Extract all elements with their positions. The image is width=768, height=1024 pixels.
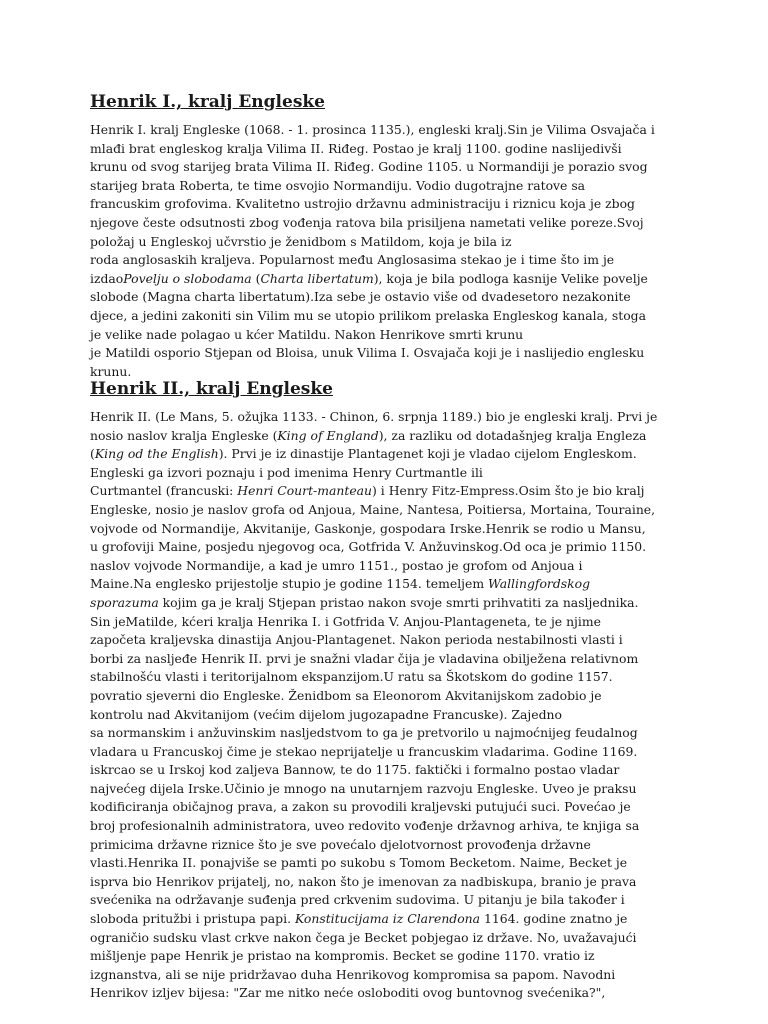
text-run: starijeg brata Roberta, te time osvojio Normandiju. Vodio dugotrajne ratove sa [90, 177, 586, 193]
text-run: borbi za nasljeđe Henrik II. prvi je snažni vladar čija je vladavina obilježena relativnom [90, 650, 639, 666]
text-run: je velike nade polagao u kćer Matildu. Nakon Henrikove smrti krunu [90, 326, 524, 342]
text-run: kontrolu nad Akvitanijom (većim dijelom jugozapadne Francuske). Zajedno [90, 706, 562, 722]
text-run: Curtmantel (francuski: [90, 483, 238, 499]
text-run: sloboda pritužbi i pristupa papi. [90, 911, 295, 927]
text-line [90, 631, 680, 650]
text-run: svećenika na održavanje suđenja pred crkvenim sudovima. U pitanju je bila također i [90, 892, 625, 908]
italic-text: Wallingfordskog [488, 576, 591, 592]
text-line [90, 947, 680, 966]
text-line [90, 706, 680, 725]
text-run: položaj u Engleskoj učvrstio je ženidbom s Matildom, koja je bila iz [90, 233, 512, 249]
text-line [90, 121, 680, 140]
text-line [90, 836, 680, 855]
text-run: Engleski ga izvori poznaju i pod imenima Henry Curtmantle ili [90, 464, 483, 480]
text-run: Maine.Na englesko prijestolje stupio je godine 1154. temeljem [90, 576, 489, 592]
text-line [90, 910, 680, 929]
text-line [90, 873, 680, 892]
text-line [90, 251, 680, 270]
text-line [90, 195, 680, 214]
text-run: ) i Henry Fitz-Empress.Osim što je bio kralj [372, 483, 645, 499]
text-run: krunu. [90, 363, 132, 379]
italic-text: King od the English [94, 446, 219, 462]
text-run: 1164. godine znatno je [480, 911, 628, 927]
text-run: Henrik II. (Le Mans, 5. ožujka 1133. - Chinon, 6. srpnja 1189.) bio je engleski kralj. Prvi je [90, 409, 658, 424]
text-run: ( [90, 446, 95, 462]
section-body-henrik-ii [90, 408, 680, 1003]
text-line [90, 613, 680, 632]
text-line [90, 929, 680, 948]
text-line [90, 575, 680, 594]
text-line [90, 854, 680, 873]
section-heading-henrik-i: Henrik I., kralj Engleske [90, 92, 325, 112]
text-run: stabilnošću vlasti i teritorijalnom ekspanzijom.U ratu sa Škotskom do godine 1157. [90, 669, 613, 685]
text-line [90, 270, 680, 289]
text-line [90, 408, 680, 427]
text-run: primicima državne riznice što je sve povećalo djelotvornost provođenja državne [90, 836, 591, 852]
text-run: roda anglosaskih kraljeva. Popularnost među Anglosasima stekao je i time što im je [90, 252, 615, 268]
text-run: iskrcao se u Irskoj kod zaljeva Bannow, te do 1175. faktički i formalno postao vladar [90, 762, 620, 778]
text-run: u grofoviji Maine, posjedu njegovog oca, Gotfrida V. Anžuvinskog.Od oca je primio 1150. [90, 539, 647, 555]
italic-text: sporazuma [90, 594, 159, 610]
text-run: Henrik I. kralj Engleske (1068. - 1. prosinca 1135.), engleski kralj.Sin je Vilima Osvajača i [90, 122, 655, 137]
text-line [90, 501, 680, 520]
text-line [90, 538, 680, 557]
text-line [90, 288, 680, 307]
text-run: francuskim grofovima. Kvalitetno ustrojio državnu administraciju i riznicu koja je zbog [90, 196, 635, 212]
text-line [90, 464, 680, 483]
text-line [90, 307, 680, 326]
text-run: vladara u Francuskoj čime je stekao neprijatelje u francuskim vladarima. Godine 1169. [90, 743, 638, 759]
text-line [90, 482, 680, 501]
text-line [90, 891, 680, 910]
text-line [90, 326, 680, 345]
text-run: djece, a jedini zakoniti sin Vilim mu se utopio prilikom prelaska Engleskog kanala, stoga [90, 307, 646, 323]
text-run: ( [251, 270, 261, 286]
text-line [90, 233, 680, 252]
text-run: započeta kraljevska dinastija Anjou-Plantagenet. Nakon perioda nestabilnosti vlasti i [90, 632, 623, 648]
text-run: broj profesionalnih administratora, uveo redovito vođenje državnog arhiva, te knjiga sa [90, 818, 640, 834]
text-run: slobode (Magna charta libertatum).Iza sebe je ostavio više od dvadesetoro nezakonite [90, 289, 631, 305]
text-line [90, 984, 680, 1003]
text-line [90, 344, 680, 363]
text-line [90, 687, 680, 706]
italic-text: King of England [277, 427, 379, 443]
text-run: ), za razliku od dotadašnjeg kralja Engleza [378, 427, 647, 443]
text-run: krunu od svog starijeg brata Vilima II. Riđeg. Godine 1105. u Normandiji je porazio svog [90, 159, 648, 175]
text-line [90, 761, 680, 780]
text-line [90, 668, 680, 687]
section-heading-henrik-ii: Henrik II., kralj Engleske [90, 379, 333, 399]
text-line [90, 817, 680, 836]
text-run: ograničio sudsku vlast crkve nakon čega je Becket pobjegao iz države. No, uvažavajući [90, 929, 637, 945]
text-line [90, 427, 680, 446]
text-line [90, 177, 680, 196]
text-run: ), koja je bila podloga kasnije Velike povelje [373, 270, 648, 286]
text-run: nosio naslov kralja Engleske ( [90, 427, 278, 443]
text-line [90, 445, 680, 464]
italic-text: Konstitucijama iz Clarendona [294, 911, 481, 927]
text-run: izgnanstva, ali se nije pridržavao duha Henrikovog kompromisa sa papom. Navodni [90, 966, 616, 982]
text-run: vojvode od Normandije, Akvitanije, Gaskonje, gospodara Irske.Henrik se rodio u Mansu, [90, 520, 646, 536]
text-line [90, 780, 680, 799]
text-run: naslov vojvode Normandije, a kad je umro 1151., postao je grofom od Anjoua i [90, 557, 583, 573]
text-line [90, 520, 680, 539]
text-run: kodificiranja običajnog prava, a zakon su provodili kraljevski putujući suci. Povećao je [90, 799, 631, 815]
text-line [90, 724, 680, 743]
text-run: vlasti.Henrika II. ponajviše se pamti po sukobu s Tomom Becketom. Naime, Becket je [90, 855, 628, 871]
text-run: Henrikov izljev bijesa: "Zar me nitko neće osloboditi ovog buntovnog svećenika?", [90, 985, 606, 1001]
text-line [90, 966, 680, 985]
text-run: Engleske, nosio je naslov grofa od Anjoua, Maine, Nantesa, Poitiersa, Mortaina, Touraine, [90, 501, 656, 517]
text-line [90, 158, 680, 177]
text-line [90, 557, 680, 576]
text-run: ). Prvi je iz dinastije Plantagenet koji je vladao cijelom Engleskom. [218, 446, 637, 462]
text-run: povratio sjeverni dio Engleske. Ženidbom sa Eleonorom Akvitanijskom zadobio je [90, 687, 602, 703]
text-run: Sin jeMatilde, kćeri kralja Henrika I. i Gotfrida V. Anjou-Plantageneta, te je njime [90, 613, 601, 629]
text-run: kojim ga je kralj Stjepan pristao nakon svoje smrti prihvatiti za nasljednika. [158, 594, 639, 610]
text-line [90, 214, 680, 233]
text-run: najvećeg dijela Irske.Učinio je mnogo na unutarnjem razvoju Engleske. Uveo je praksu [90, 780, 637, 796]
text-line [90, 650, 680, 669]
text-line [90, 594, 680, 613]
text-run: sa normanskim i anžuvinskim nasljedstvom to ga je pretvorilo u najmoćnijeg feudalnog [90, 725, 638, 741]
text-run: njegove česte odsutnosti zbog vođenja ratova bila prisiljena nametati velike poreze.Svoj [90, 214, 644, 230]
text-run: mlađi brat engleskog kralja Vilima II. Riđeg. Postao je kralj 1100. godine naslijedivši [90, 140, 622, 156]
text-run: je Matildi osporio Stjepan od Bloisa, unuk Vilima I. Osvajača koji je i naslijedio englesku [90, 345, 645, 361]
text-line [90, 743, 680, 762]
italic-text: Henri Court-manteau [237, 483, 373, 499]
text-run: mišljenje pape Henrik je pristao na kompromis. Becket se godine 1170. vratio iz [90, 948, 595, 964]
italic-text: Charta libertatum [260, 270, 374, 286]
italic-text: Povelju o slobodama [123, 270, 252, 286]
text-line [90, 798, 680, 817]
text-run: isprva bio Henrikov prijatelj, no, nakon što je imenovan za nadbiskupa, branio je prava [90, 873, 637, 889]
section-body-henrik-i [90, 121, 680, 381]
text-run: izdao [90, 270, 124, 286]
text-line [90, 140, 680, 159]
